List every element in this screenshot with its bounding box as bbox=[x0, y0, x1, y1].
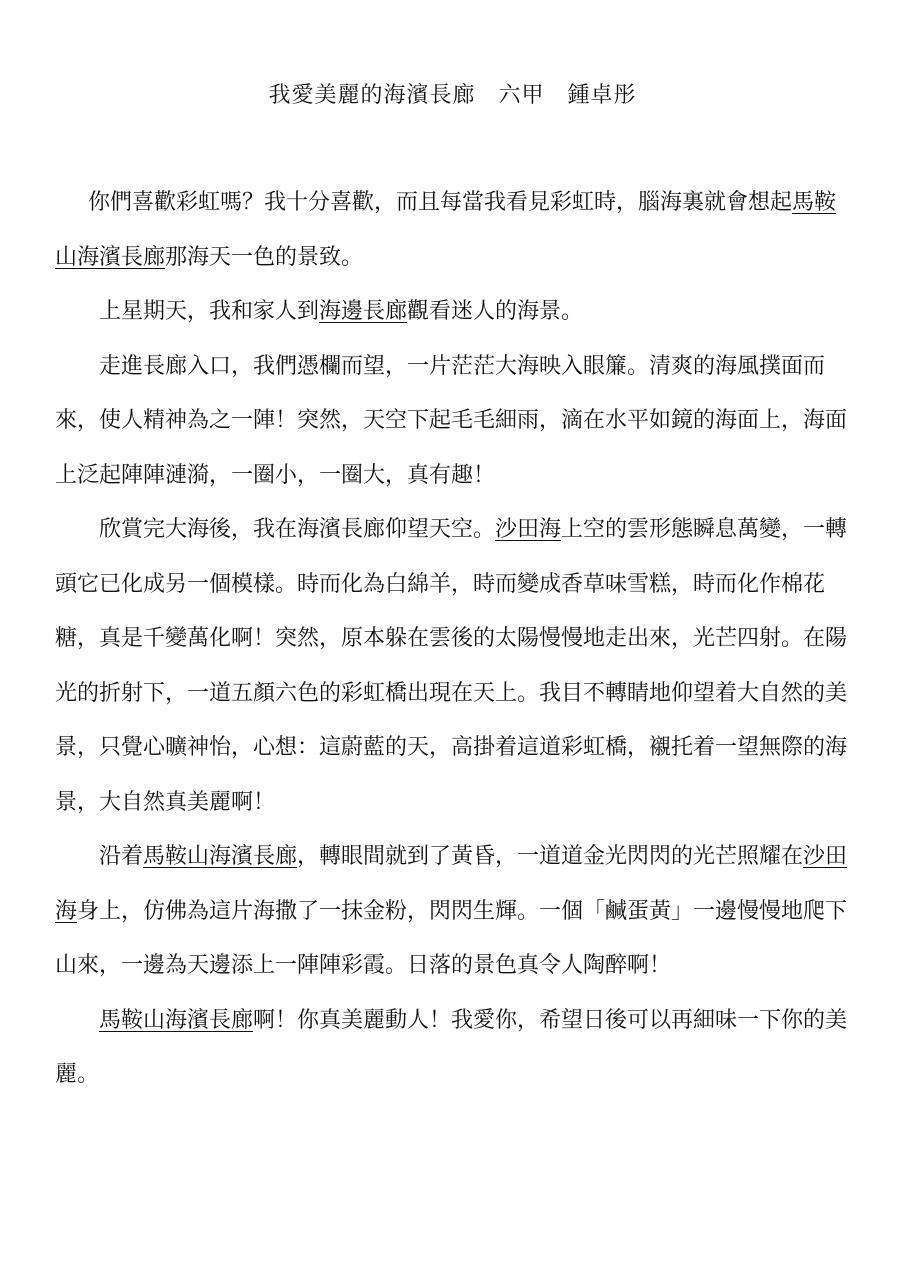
essay-body bbox=[55, 176, 855, 1103]
essay-paragraph bbox=[55, 830, 855, 994]
essay-paragraph bbox=[55, 994, 855, 1103]
underlined-place-name: 海邊長廊 bbox=[319, 299, 408, 324]
paragraph-text: 身上，仿佛為這片海撒了一抹金粉，閃閃生輝。一個「鹹蛋黃」一邊慢慢地爬下山來，一邊為天邊添上一陣陣彩霞。日落的景色真令人陶醉啊！ bbox=[55, 898, 848, 978]
essay-paragraph bbox=[55, 285, 855, 340]
paragraph-text: 上空的雲形態瞬息萬變，一轉頭它已化成另一個模樣。時而化為白綿羊，時而變成香草味雪糕，時而化作棉花糖，真是千變萬化啊！突然，原本躲在雲後的太陽慢慢地走出來，光芒四射。在陽光的折射下，一道五顏六色的彩虹橋出現在天上。我目不轉睛地仰望着大自然的美景，只覺心曠神怡，心想：這蔚藍的天，高掛着這道彩虹橋，襯托着一望無際的海景，大自然真美麗啊！ bbox=[55, 517, 848, 815]
essay-title: 我愛美麗的海濱長廊 六甲 鍾卓彤 bbox=[268, 83, 637, 108]
essay-paragraph bbox=[55, 340, 855, 504]
paragraph-text: 沿着 bbox=[99, 844, 144, 869]
paragraph-text: ，轉眼間就到了黃昏，一道道金光閃閃的光芒照耀在 bbox=[297, 844, 804, 869]
underlined-place-name: 馬鞍山海濱長廊 bbox=[55, 190, 837, 270]
essay-paragraph bbox=[55, 176, 855, 285]
underlined-place-name: 沙田海 bbox=[495, 517, 562, 542]
paragraph-text: 走進長廊入口，我們憑欄而望，一片茫茫大海映入眼簾。清爽的海風撲面而來，使人精神為之一陣！突然，天空下起毛毛細雨，滴在水平如鏡的海面上，海面上泛起陣陣漣漪，一圈小，一圈大，真有趣！ bbox=[55, 353, 848, 488]
paragraph-text: 觀看迷人的海景。 bbox=[407, 299, 584, 324]
underlined-place-name: 馬鞍山海濱長廊 bbox=[143, 844, 298, 869]
paragraph-text: 上星期天，我和家人到 bbox=[99, 299, 320, 324]
paragraph-text: 那海天一色的景致。 bbox=[165, 244, 364, 270]
underlined-place-name: 沙田海 bbox=[55, 844, 848, 924]
essay-paragraph bbox=[55, 503, 855, 830]
paragraph-text: 欣賞完大海後，我在海濱長廊仰望天空。 bbox=[99, 517, 496, 542]
paragraph-text: 啊！你真美麗動人！我愛你，希望日後可以再細味一下你的美麗。 bbox=[55, 1007, 848, 1087]
underlined-place-name: 馬鞍山海濱長廊 bbox=[99, 1007, 254, 1033]
paragraph-text: 你們喜歡彩虹嗎？我十分喜歡，而且每當我看見彩虹時，腦海裏就會想起 bbox=[88, 190, 793, 215]
